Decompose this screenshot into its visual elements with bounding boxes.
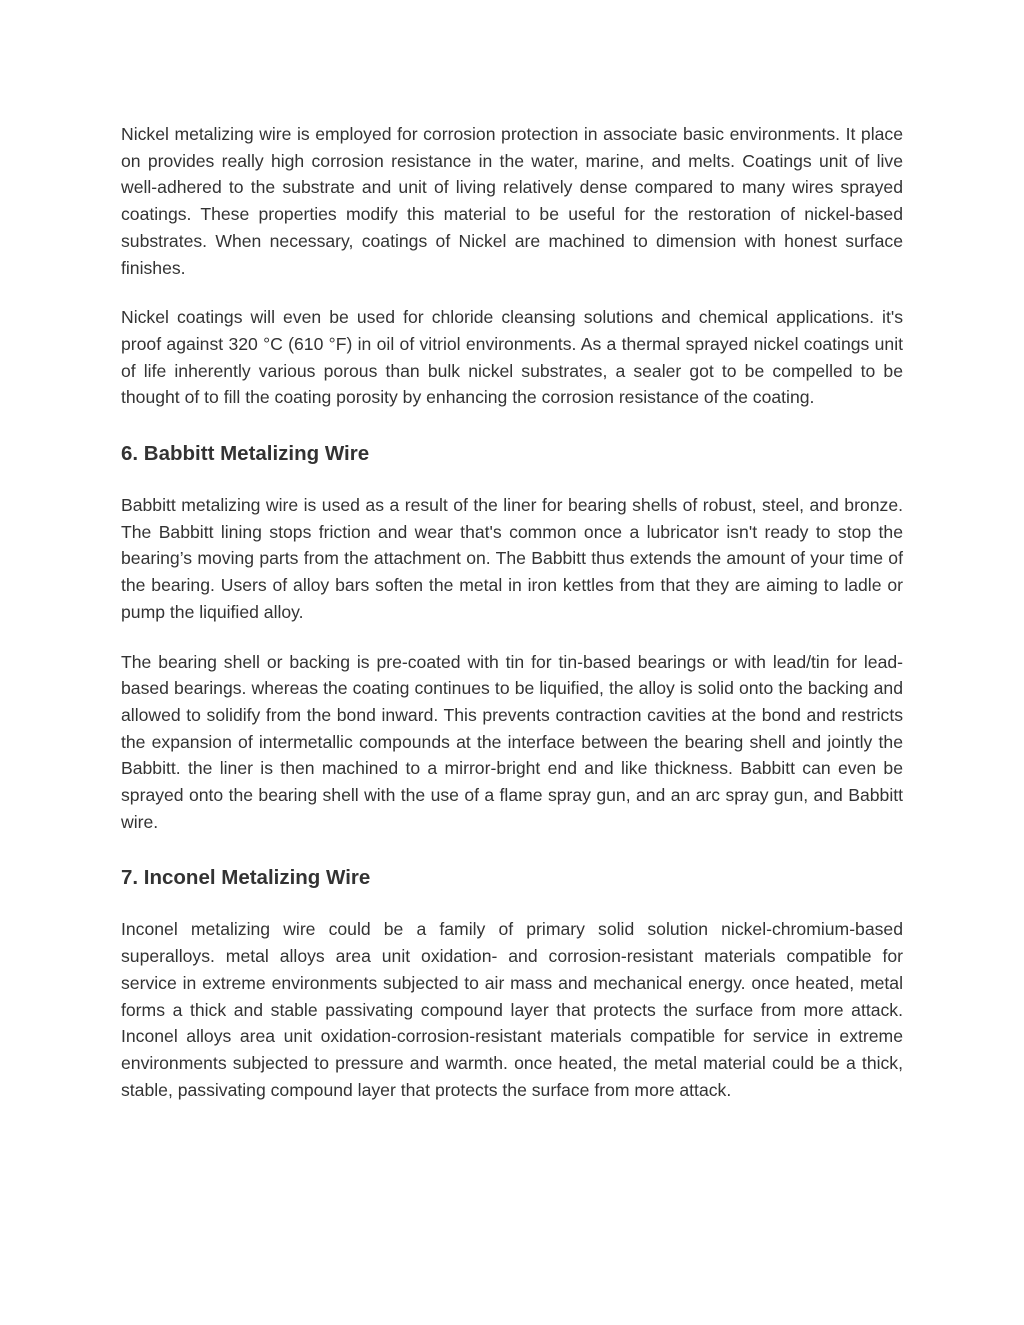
section-heading-inconel: 7. Inconel Metalizing Wire bbox=[121, 866, 371, 890]
document-page bbox=[121, 121, 903, 1126]
intro-paragraph-1: Nickel metalizing wire is employed for corrosion protection in associate basic environments. It place on provides really high corrosion resistance in the water, marine, and melts. Coatings unit of live well-adhered to the substrate and unit of living relatively dense compared to many wires sprayed coatings. These properties modify this material to be useful for the restoration of nickel-based substrates. When necessary, coatings of Nickel are machined to dimension with honest surface finishes. bbox=[121, 124, 903, 278]
section-babbitt bbox=[121, 440, 903, 835]
section-inconel bbox=[121, 864, 903, 1103]
babbitt-paragraph-2: The bearing shell or backing is pre-coated with tin for tin-based bearings or with lead/tin for lead-based bearings. whereas the coating continues to be liquified, the alloy is solid onto the backing and allowed to solidify from the bond inward. This prevents contraction cavities at the bond and restricts the expansion of intermetallic compounds at the interface between the bearing shell and jointly the Babbitt. the liner is then machined to a mirror-bright end and like thickness. Babbitt can even be sprayed onto the bearing shell with the use of a flame spray gun, and an arc spray gun, and Babbitt wire. bbox=[121, 651, 903, 832]
babbitt-paragraph-1: Babbitt metalizing wire is used as a result of the liner for bearing shells of robust, steel, and bronze. The Babbitt lining stops friction and wear that's common once a lubricator isn't ready to stop the bearing’s moving parts from the attachment on. The Babbitt thus extends the amount of your time of the bearing. Users of alloy bars soften the metal in iron kettles from that they are aiming to ladle or pump the liquified alloy. bbox=[121, 495, 903, 622]
inconel-paragraph-1: Inconel metalizing wire could be a family of primary solid solution nickel-chromium-based superalloys. metal alloys area unit oxidation- and corrosion-resistant materials compatible for service in extreme environments subjected to air mass and mechanical energy. once heated, metal forms a thick and stable passivating compound layer that protects the surface from more attack. Inconel alloys area unit oxidation-corrosion-resistant materials compatible for service in extreme environments subjected to pressure and warmth. once heated, the metal material could be a thick, stable, passivating compound layer that protects the surface from more attack. bbox=[121, 919, 903, 1100]
intro-paragraph-2: Nickel coatings will even be used for chloride cleansing solutions and chemical applications. it's proof against 320 °C (610 °F) in oil of vitriol environments. As a thermal sprayed nickel coatings unit of life inherently various porous than bulk nickel substrates, a sealer got to be compelled to be thought of to fill the coating porosity by enhancing the corrosion resistance of the coating. bbox=[121, 307, 903, 408]
section-heading-babbitt: 6. Babbitt Metalizing Wire bbox=[121, 442, 370, 466]
